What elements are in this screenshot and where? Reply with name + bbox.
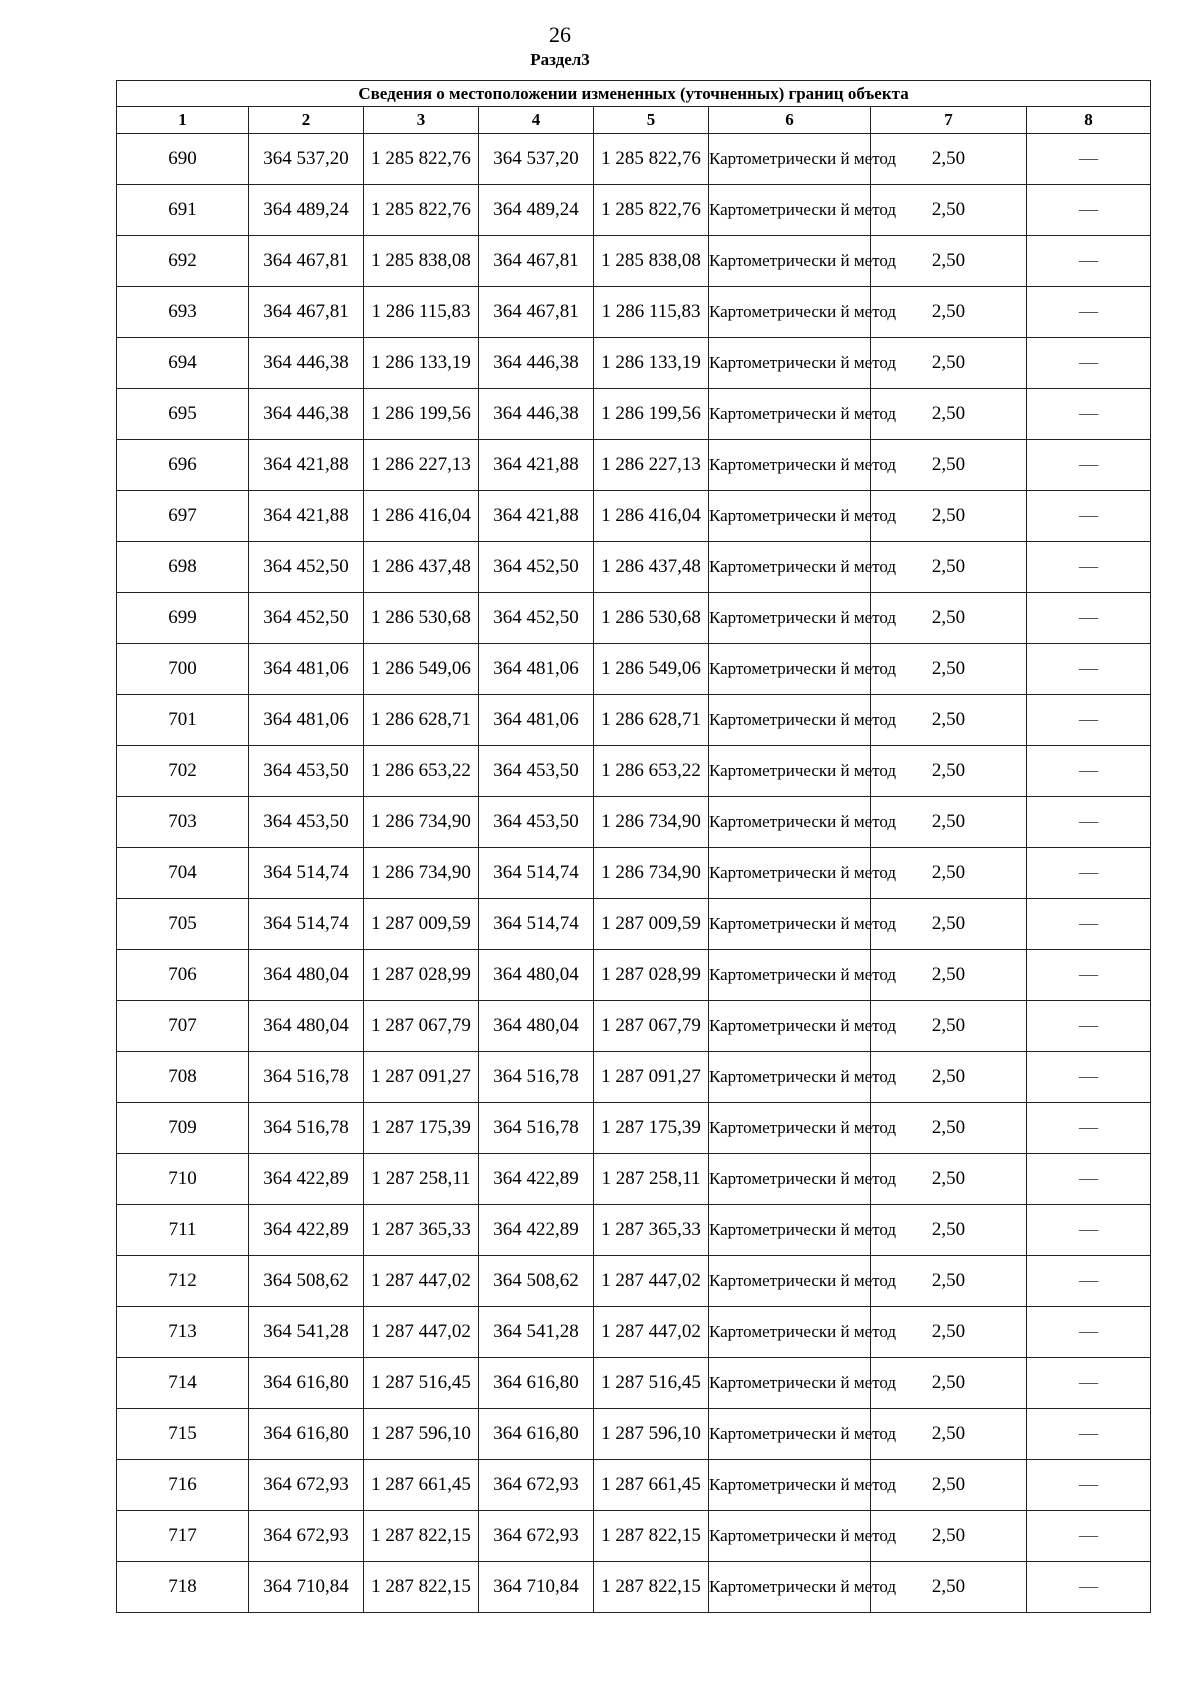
description-cell: —: [1027, 950, 1151, 1001]
description-cell: —: [1027, 644, 1151, 695]
method-cell: Картометрически й метод: [709, 746, 871, 797]
x-existing-cell: 364 446,38: [249, 389, 364, 440]
y-existing-cell: 1 287 258,11: [364, 1154, 479, 1205]
precision-cell: 2,50: [871, 1409, 1027, 1460]
description-cell: —: [1027, 134, 1151, 185]
y-new-cell: 1 287 447,02: [594, 1256, 709, 1307]
table-row: [117, 491, 1151, 542]
column-number-header: 5: [594, 107, 709, 134]
description-cell: —: [1027, 491, 1151, 542]
point-number-cell: 709: [117, 1103, 249, 1154]
description-cell: —: [1027, 1562, 1151, 1613]
method-cell: Картометрически й метод: [709, 1103, 871, 1154]
y-new-cell: 1 287 258,11: [594, 1154, 709, 1205]
y-existing-cell: 1 287 596,10: [364, 1409, 479, 1460]
y-new-cell: 1 286 653,22: [594, 746, 709, 797]
precision-cell: 2,50: [871, 593, 1027, 644]
y-existing-cell: 1 287 822,15: [364, 1511, 479, 1562]
x-existing-cell: 364 452,50: [249, 542, 364, 593]
y-existing-cell: 1 286 549,06: [364, 644, 479, 695]
x-new-cell: 364 452,50: [479, 593, 594, 644]
table-row: [117, 185, 1151, 236]
x-new-cell: 364 508,62: [479, 1256, 594, 1307]
x-new-cell: 364 480,04: [479, 950, 594, 1001]
description-cell: —: [1027, 287, 1151, 338]
x-new-cell: 364 489,24: [479, 185, 594, 236]
point-number-cell: 697: [117, 491, 249, 542]
column-number-row: [117, 107, 1151, 134]
precision-cell: 2,50: [871, 848, 1027, 899]
x-existing-cell: 364 421,88: [249, 440, 364, 491]
y-existing-cell: 1 287 447,02: [364, 1256, 479, 1307]
point-number-cell: 693: [117, 287, 249, 338]
table-row: [117, 389, 1151, 440]
precision-cell: 2,50: [871, 1256, 1027, 1307]
precision-cell: 2,50: [871, 287, 1027, 338]
table-caption-row: [117, 81, 1151, 107]
y-new-cell: 1 287 661,45: [594, 1460, 709, 1511]
point-number-cell: 699: [117, 593, 249, 644]
description-cell: —: [1027, 797, 1151, 848]
y-existing-cell: 1 287 028,99: [364, 950, 479, 1001]
description-cell: —: [1027, 1052, 1151, 1103]
method-cell: Картометрически й метод: [709, 1154, 871, 1205]
y-new-cell: 1 286 133,19: [594, 338, 709, 389]
description-cell: —: [1027, 1256, 1151, 1307]
table-row: [117, 797, 1151, 848]
method-cell: Картометрически й метод: [709, 1052, 871, 1103]
table-row: [117, 134, 1151, 185]
point-number-cell: 710: [117, 1154, 249, 1205]
table-row: [117, 1511, 1151, 1562]
x-existing-cell: 364 481,06: [249, 644, 364, 695]
method-cell: Картометрически й метод: [709, 389, 871, 440]
method-cell: Картометрически й метод: [709, 185, 871, 236]
y-existing-cell: 1 287 822,15: [364, 1562, 479, 1613]
point-number-cell: 690: [117, 134, 249, 185]
table-row: [117, 287, 1151, 338]
precision-cell: 2,50: [871, 1562, 1027, 1613]
point-number-cell: 705: [117, 899, 249, 950]
y-new-cell: 1 285 822,76: [594, 134, 709, 185]
x-new-cell: 364 422,89: [479, 1205, 594, 1256]
x-existing-cell: 364 516,78: [249, 1103, 364, 1154]
x-existing-cell: 364 672,93: [249, 1511, 364, 1562]
x-new-cell: 364 422,89: [479, 1154, 594, 1205]
y-existing-cell: 1 285 838,08: [364, 236, 479, 287]
x-new-cell: 364 481,06: [479, 695, 594, 746]
y-new-cell: 1 287 091,27: [594, 1052, 709, 1103]
y-new-cell: 1 286 416,04: [594, 491, 709, 542]
precision-cell: 2,50: [871, 899, 1027, 950]
precision-cell: 2,50: [871, 1154, 1027, 1205]
precision-cell: 2,50: [871, 644, 1027, 695]
method-cell: Картометрически й метод: [709, 1460, 871, 1511]
table-row: [117, 1154, 1151, 1205]
precision-cell: 2,50: [871, 695, 1027, 746]
method-cell: Картометрически й метод: [709, 338, 871, 389]
x-new-cell: 364 710,84: [479, 1562, 594, 1613]
precision-cell: 2,50: [871, 440, 1027, 491]
method-cell: Картометрически й метод: [709, 1562, 871, 1613]
point-number-cell: 707: [117, 1001, 249, 1052]
method-cell: Картометрически й метод: [709, 542, 871, 593]
precision-cell: 2,50: [871, 1103, 1027, 1154]
table-row: [117, 1409, 1151, 1460]
point-number-cell: 700: [117, 644, 249, 695]
precision-cell: 2,50: [871, 338, 1027, 389]
table-row: [117, 950, 1151, 1001]
column-number-header: 4: [479, 107, 594, 134]
y-existing-cell: 1 286 628,71: [364, 695, 479, 746]
y-new-cell: 1 287 175,39: [594, 1103, 709, 1154]
x-new-cell: 364 446,38: [479, 389, 594, 440]
method-cell: Картометрически й метод: [709, 1001, 871, 1052]
y-existing-cell: 1 285 822,76: [364, 185, 479, 236]
table-row: [117, 1001, 1151, 1052]
x-new-cell: 364 446,38: [479, 338, 594, 389]
y-new-cell: 1 287 009,59: [594, 899, 709, 950]
x-existing-cell: 364 480,04: [249, 950, 364, 1001]
x-existing-cell: 364 541,28: [249, 1307, 364, 1358]
column-number-header: 3: [364, 107, 479, 134]
description-cell: —: [1027, 1460, 1151, 1511]
y-existing-cell: 1 286 416,04: [364, 491, 479, 542]
y-existing-cell: 1 286 653,22: [364, 746, 479, 797]
point-number-cell: 701: [117, 695, 249, 746]
column-number-header: 1: [117, 107, 249, 134]
section-title: Раздел3: [530, 50, 590, 69]
x-new-cell: 364 616,80: [479, 1409, 594, 1460]
method-cell: Картометрически й метод: [709, 134, 871, 185]
y-existing-cell: 1 285 822,76: [364, 134, 479, 185]
y-existing-cell: 1 287 067,79: [364, 1001, 479, 1052]
y-new-cell: 1 286 227,13: [594, 440, 709, 491]
precision-cell: 2,50: [871, 1358, 1027, 1409]
x-new-cell: 364 453,50: [479, 746, 594, 797]
y-new-cell: 1 287 822,15: [594, 1511, 709, 1562]
x-existing-cell: 364 672,93: [249, 1460, 364, 1511]
table-caption: Сведения о местоположении измененных (уточненных) границ объекта: [117, 81, 1151, 107]
x-existing-cell: 364 537,20: [249, 134, 364, 185]
table-row: [117, 1052, 1151, 1103]
x-new-cell: 364 467,81: [479, 236, 594, 287]
x-new-cell: 364 421,88: [479, 491, 594, 542]
table-row: [117, 338, 1151, 389]
description-cell: —: [1027, 593, 1151, 644]
point-number-cell: 692: [117, 236, 249, 287]
method-cell: Картометрически й метод: [709, 695, 871, 746]
x-existing-cell: 364 453,50: [249, 746, 364, 797]
y-new-cell: 1 285 838,08: [594, 236, 709, 287]
point-number-cell: 714: [117, 1358, 249, 1409]
y-existing-cell: 1 286 734,90: [364, 848, 479, 899]
precision-cell: 2,50: [871, 1307, 1027, 1358]
description-cell: —: [1027, 1205, 1151, 1256]
precision-cell: 2,50: [871, 389, 1027, 440]
method-cell: Картометрически й метод: [709, 1358, 871, 1409]
y-existing-cell: 1 287 009,59: [364, 899, 479, 950]
method-cell: Картометрически й метод: [709, 593, 871, 644]
y-new-cell: 1 287 067,79: [594, 1001, 709, 1052]
x-new-cell: 364 480,04: [479, 1001, 594, 1052]
y-new-cell: 1 286 549,06: [594, 644, 709, 695]
description-cell: —: [1027, 899, 1151, 950]
description-cell: —: [1027, 695, 1151, 746]
x-new-cell: 364 467,81: [479, 287, 594, 338]
x-existing-cell: 364 489,24: [249, 185, 364, 236]
method-cell: Картометрически й метод: [709, 1256, 871, 1307]
description-cell: —: [1027, 1409, 1151, 1460]
table-row: [117, 1358, 1151, 1409]
y-existing-cell: 1 286 227,13: [364, 440, 479, 491]
description-cell: —: [1027, 1358, 1151, 1409]
y-existing-cell: 1 286 133,19: [364, 338, 479, 389]
method-cell: Картометрически й метод: [709, 1205, 871, 1256]
x-new-cell: 364 672,93: [479, 1511, 594, 1562]
x-new-cell: 364 452,50: [479, 542, 594, 593]
description-cell: —: [1027, 1154, 1151, 1205]
table-row: [117, 440, 1151, 491]
description-cell: —: [1027, 389, 1151, 440]
y-existing-cell: 1 287 091,27: [364, 1052, 479, 1103]
x-existing-cell: 364 422,89: [249, 1205, 364, 1256]
point-number-cell: 704: [117, 848, 249, 899]
y-new-cell: 1 286 199,56: [594, 389, 709, 440]
x-existing-cell: 364 422,89: [249, 1154, 364, 1205]
table-row: [117, 1307, 1151, 1358]
x-existing-cell: 364 446,38: [249, 338, 364, 389]
y-existing-cell: 1 287 365,33: [364, 1205, 479, 1256]
method-cell: Картометрически й метод: [709, 797, 871, 848]
x-new-cell: 364 421,88: [479, 440, 594, 491]
precision-cell: 2,50: [871, 1001, 1027, 1052]
table-body: [117, 134, 1151, 1613]
description-cell: —: [1027, 440, 1151, 491]
point-number-cell: 691: [117, 185, 249, 236]
table-row: [117, 644, 1151, 695]
method-cell: Картометрически й метод: [709, 440, 871, 491]
method-cell: Картометрически й метод: [709, 1511, 871, 1562]
column-number-header: 2: [249, 107, 364, 134]
y-new-cell: 1 287 516,45: [594, 1358, 709, 1409]
point-number-cell: 706: [117, 950, 249, 1001]
x-new-cell: 364 516,78: [479, 1052, 594, 1103]
x-existing-cell: 364 616,80: [249, 1409, 364, 1460]
method-cell: Картометрически й метод: [709, 899, 871, 950]
x-new-cell: 364 672,93: [479, 1460, 594, 1511]
table-row: [117, 1562, 1151, 1613]
method-cell: Картометрически й метод: [709, 848, 871, 899]
y-existing-cell: 1 286 530,68: [364, 593, 479, 644]
y-new-cell: 1 287 447,02: [594, 1307, 709, 1358]
method-cell: Картометрически й метод: [709, 1307, 871, 1358]
column-number-header: 8: [1027, 107, 1151, 134]
table-row: [117, 593, 1151, 644]
x-new-cell: 364 481,06: [479, 644, 594, 695]
x-new-cell: 364 616,80: [479, 1358, 594, 1409]
precision-cell: 2,50: [871, 542, 1027, 593]
column-number-header: 6: [709, 107, 871, 134]
description-cell: —: [1027, 185, 1151, 236]
point-number-cell: 715: [117, 1409, 249, 1460]
method-cell: Картометрически й метод: [709, 1409, 871, 1460]
y-existing-cell: 1 286 115,83: [364, 287, 479, 338]
description-cell: —: [1027, 236, 1151, 287]
x-new-cell: 364 537,20: [479, 134, 594, 185]
method-cell: Картометрически й метод: [709, 491, 871, 542]
y-new-cell: 1 286 530,68: [594, 593, 709, 644]
x-existing-cell: 364 710,84: [249, 1562, 364, 1613]
table-row: [117, 542, 1151, 593]
x-existing-cell: 364 516,78: [249, 1052, 364, 1103]
x-new-cell: 364 514,74: [479, 899, 594, 950]
table-row: [117, 746, 1151, 797]
column-number-header: 7: [871, 107, 1027, 134]
y-existing-cell: 1 287 447,02: [364, 1307, 479, 1358]
precision-cell: 2,50: [871, 746, 1027, 797]
table-row: [117, 236, 1151, 287]
y-new-cell: 1 286 437,48: [594, 542, 709, 593]
x-new-cell: 364 541,28: [479, 1307, 594, 1358]
precision-cell: 2,50: [871, 1511, 1027, 1562]
table-row: [117, 1205, 1151, 1256]
y-existing-cell: 1 286 199,56: [364, 389, 479, 440]
y-new-cell: 1 286 115,83: [594, 287, 709, 338]
point-number-cell: 696: [117, 440, 249, 491]
point-number-cell: 698: [117, 542, 249, 593]
precision-cell: 2,50: [871, 797, 1027, 848]
description-cell: —: [1027, 542, 1151, 593]
x-existing-cell: 364 467,81: [249, 287, 364, 338]
method-cell: Картометрически й метод: [709, 644, 871, 695]
y-new-cell: 1 287 028,99: [594, 950, 709, 1001]
method-cell: Картометрически й метод: [709, 287, 871, 338]
precision-cell: 2,50: [871, 1052, 1027, 1103]
table-row: [117, 695, 1151, 746]
y-new-cell: 1 286 734,90: [594, 797, 709, 848]
description-cell: —: [1027, 1511, 1151, 1562]
y-new-cell: 1 285 822,76: [594, 185, 709, 236]
method-cell: Картометрически й метод: [709, 950, 871, 1001]
point-number-cell: 702: [117, 746, 249, 797]
y-existing-cell: 1 286 437,48: [364, 542, 479, 593]
table-row: [117, 848, 1151, 899]
y-new-cell: 1 287 596,10: [594, 1409, 709, 1460]
x-existing-cell: 364 452,50: [249, 593, 364, 644]
precision-cell: 2,50: [871, 236, 1027, 287]
point-number-cell: 712: [117, 1256, 249, 1307]
point-number-cell: 717: [117, 1511, 249, 1562]
x-existing-cell: 364 453,50: [249, 797, 364, 848]
point-number-cell: 711: [117, 1205, 249, 1256]
table-row: [117, 1460, 1151, 1511]
x-existing-cell: 364 421,88: [249, 491, 364, 542]
point-number-cell: 718: [117, 1562, 249, 1613]
point-number-cell: 695: [117, 389, 249, 440]
y-new-cell: 1 286 628,71: [594, 695, 709, 746]
x-existing-cell: 364 480,04: [249, 1001, 364, 1052]
description-cell: —: [1027, 848, 1151, 899]
x-existing-cell: 364 616,80: [249, 1358, 364, 1409]
precision-cell: 2,50: [871, 134, 1027, 185]
precision-cell: 2,50: [871, 491, 1027, 542]
point-number-cell: 708: [117, 1052, 249, 1103]
x-new-cell: 364 516,78: [479, 1103, 594, 1154]
point-number-cell: 713: [117, 1307, 249, 1358]
page-number: 26: [549, 22, 571, 47]
y-existing-cell: 1 286 734,90: [364, 797, 479, 848]
boundary-coordinates-table: [116, 80, 1151, 1613]
y-existing-cell: 1 287 516,45: [364, 1358, 479, 1409]
x-existing-cell: 364 481,06: [249, 695, 364, 746]
x-existing-cell: 364 467,81: [249, 236, 364, 287]
x-existing-cell: 364 514,74: [249, 899, 364, 950]
table-row: [117, 899, 1151, 950]
table-row: [117, 1103, 1151, 1154]
point-number-cell: 703: [117, 797, 249, 848]
y-existing-cell: 1 287 175,39: [364, 1103, 479, 1154]
x-existing-cell: 364 514,74: [249, 848, 364, 899]
y-existing-cell: 1 287 661,45: [364, 1460, 479, 1511]
description-cell: —: [1027, 746, 1151, 797]
x-new-cell: 364 453,50: [479, 797, 594, 848]
table-row: [117, 1256, 1151, 1307]
precision-cell: 2,50: [871, 950, 1027, 1001]
point-number-cell: 716: [117, 1460, 249, 1511]
precision-cell: 2,50: [871, 1460, 1027, 1511]
precision-cell: 2,50: [871, 185, 1027, 236]
y-new-cell: 1 286 734,90: [594, 848, 709, 899]
description-cell: —: [1027, 1103, 1151, 1154]
method-cell: Картометрически й метод: [709, 236, 871, 287]
description-cell: —: [1027, 1307, 1151, 1358]
y-new-cell: 1 287 822,15: [594, 1562, 709, 1613]
description-cell: —: [1027, 338, 1151, 389]
point-number-cell: 694: [117, 338, 249, 389]
precision-cell: 2,50: [871, 1205, 1027, 1256]
x-existing-cell: 364 508,62: [249, 1256, 364, 1307]
description-cell: —: [1027, 1001, 1151, 1052]
x-new-cell: 364 514,74: [479, 848, 594, 899]
y-new-cell: 1 287 365,33: [594, 1205, 709, 1256]
